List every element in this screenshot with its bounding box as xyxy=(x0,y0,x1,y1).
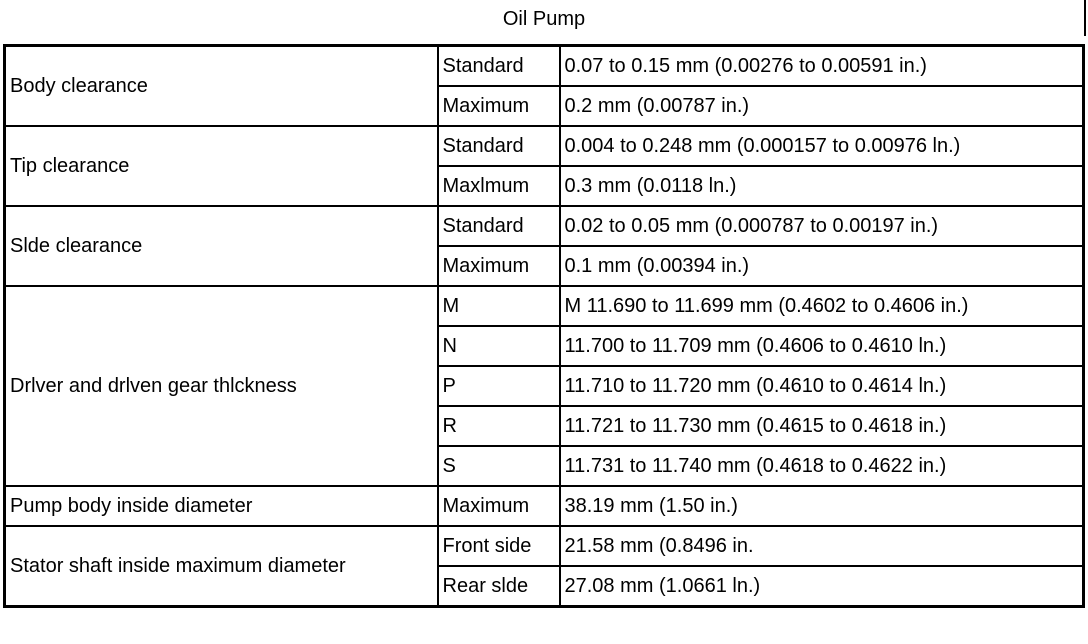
table-row xyxy=(5,486,1084,526)
item-cell: Stator shaft inside maximum diameter xyxy=(5,526,438,607)
grade-cell: S xyxy=(438,446,560,486)
value-cell: 21.58 mm (0.8496 in. xyxy=(560,526,1084,566)
value-cell: 0.07 to 0.15 mm (0.00276 to 0.00591 in.) xyxy=(560,46,1084,87)
table-title: Oil Pump xyxy=(502,8,586,30)
table-row xyxy=(5,206,1084,246)
value-cell: 38.19 mm (1.50 in.) xyxy=(560,486,1084,526)
value-cell: 11.710 to 11.720 mm (0.4610 to 0.4614 ln.) xyxy=(560,366,1084,406)
grade-cell: R xyxy=(438,406,560,446)
item-cell: Drlver and drlven gear thlckness xyxy=(5,286,438,486)
table-row xyxy=(5,46,1084,87)
table-row xyxy=(5,526,1084,566)
condition-cell: Standard xyxy=(438,46,560,87)
grade-cell: M xyxy=(438,286,560,326)
value-cell: 11.721 to 11.730 mm (0.4615 to 0.4618 in.) xyxy=(560,406,1084,446)
grade-cell: P xyxy=(438,366,560,406)
condition-cell: Front side xyxy=(438,526,560,566)
table-row xyxy=(5,126,1084,166)
item-cell: Slde clearance xyxy=(5,206,438,286)
condition-cell: Maxlmum xyxy=(438,166,560,206)
item-cell: Pump body inside diameter xyxy=(5,486,438,526)
value-cell: 11.700 to 11.709 mm (0.4606 to 0.4610 ln.) xyxy=(560,326,1084,366)
item-cell: Body clearance xyxy=(5,46,438,127)
value-cell: 0.3 mm (0.0118 ln.) xyxy=(560,166,1084,206)
oil-pump-spec-table xyxy=(3,44,1085,608)
value-cell: M 11.690 to 11.699 mm (0.4602 to 0.4606 in.) xyxy=(560,286,1084,326)
value-cell: 11.731 to 11.740 mm (0.4618 to 0.4622 in.) xyxy=(560,446,1084,486)
table-row xyxy=(5,286,1084,326)
grade-cell: N xyxy=(438,326,560,366)
condition-cell: Maximum xyxy=(438,486,560,526)
value-cell: 27.08 mm (1.0661 ln.) xyxy=(560,566,1084,607)
item-cell: Tip clearance xyxy=(5,126,438,206)
condition-cell: Rear slde xyxy=(438,566,560,607)
condition-cell: Standard xyxy=(438,206,560,246)
value-cell: 0.004 to 0.248 mm (0.000157 to 0.00976 ln.) xyxy=(560,126,1084,166)
condition-cell: Maximum xyxy=(438,246,560,286)
value-cell: 0.2 mm (0.00787 in.) xyxy=(560,86,1084,126)
value-cell: 0.1 mm (0.00394 in.) xyxy=(560,246,1084,286)
condition-cell: Standard xyxy=(438,126,560,166)
value-cell: 0.02 to 0.05 mm (0.000787 to 0.00197 in.) xyxy=(560,206,1084,246)
condition-cell: Maximum xyxy=(438,86,560,126)
